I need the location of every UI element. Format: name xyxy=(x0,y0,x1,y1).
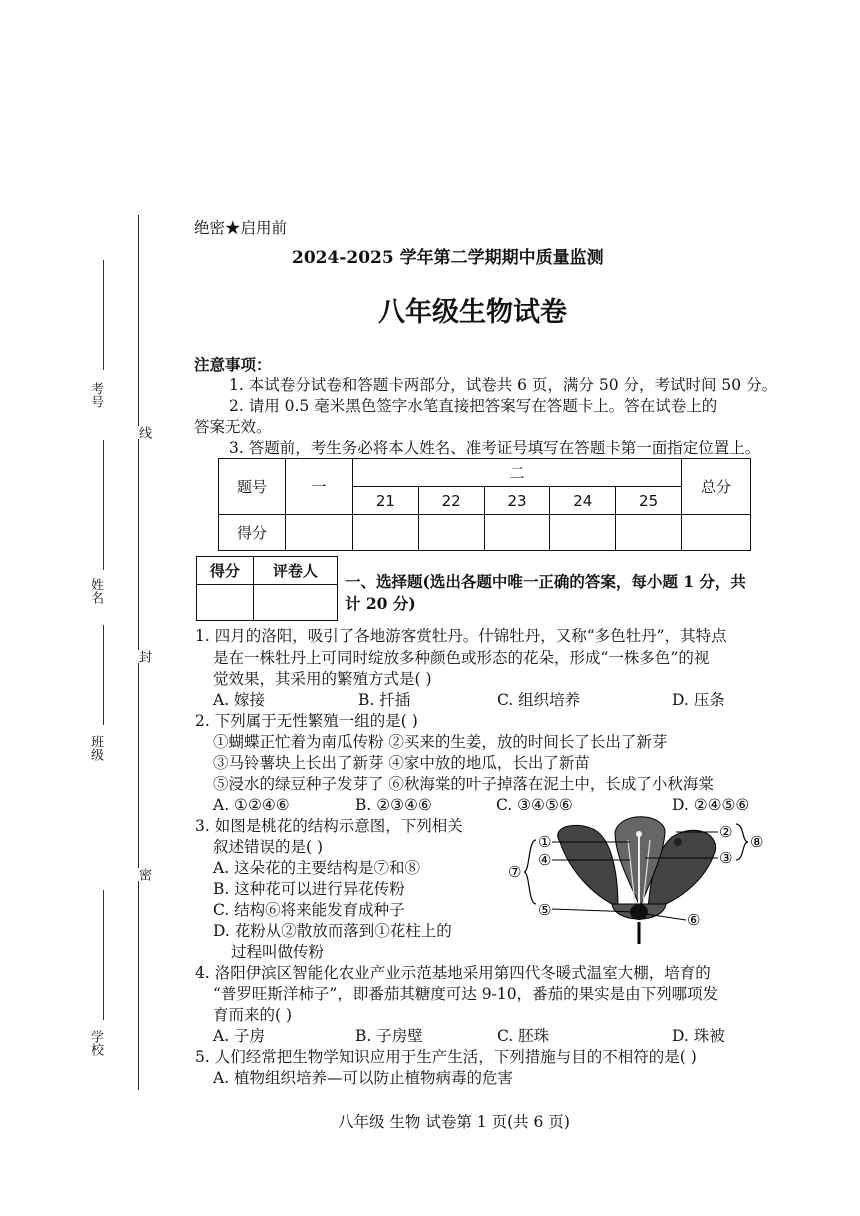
q1-line1: 1. 四月的洛阳，吸引了各地游客赏牡丹。什锦牡丹，又称“多色牡丹”，其特点 xyxy=(195,627,727,645)
q1-option-a: A. 嫁接 xyxy=(213,691,266,709)
banji-underline xyxy=(103,625,104,725)
q3-option-d-cont: 过程叫做传粉 xyxy=(231,943,325,961)
q4-line2: “普罗旺斯洋柿子”，即番茄其糖度可达 9-10，番茄的果实是由下列哪项发 xyxy=(213,985,719,1003)
kaohao-underline xyxy=(103,260,104,370)
q3-option-b: B. 这种花可以进行异花传粉 xyxy=(213,880,405,898)
q2-line4: ⑤浸水的绿豆种子发芽了 ⑥秋海棠的叶子掉落在泥土中，长成了小秋海棠 xyxy=(213,775,714,793)
kaohao-label: 考号 xyxy=(88,382,103,408)
section1-heading-cont: 计 20 分) xyxy=(345,594,416,613)
q1-option-b: B. 扦插 xyxy=(358,691,411,709)
q3-line2: 叙述错误的是( ) xyxy=(213,838,324,856)
grader-box xyxy=(196,556,338,621)
label-7: ⑦ xyxy=(508,863,522,881)
mi-mark: 密 xyxy=(136,868,151,881)
label-6: ⑥ xyxy=(687,911,701,929)
q4-option-c: C. 胚珠 xyxy=(497,1027,550,1045)
score-cell-21[interactable] xyxy=(353,515,419,551)
col-23: 23 xyxy=(484,487,550,515)
grader-defen-label: 得分 xyxy=(197,557,254,585)
q2-line3: ③马铃薯块上长出了新芽 ④家中放的地瓜，长出了新苗 xyxy=(213,754,590,772)
q5-option-a: A. 植物组织培养—可以防止植物病毒的危害 xyxy=(213,1069,514,1087)
score-table xyxy=(218,458,751,551)
xingming-underline xyxy=(103,440,104,570)
score-cell-25[interactable] xyxy=(616,515,682,551)
label-1: ① xyxy=(538,833,552,851)
col-24: 24 xyxy=(550,487,616,515)
q1-option-c: C. 组织培养 xyxy=(497,691,581,709)
grader-score-cell[interactable] xyxy=(197,585,254,621)
banji-label: 班级 xyxy=(88,735,103,761)
q3-option-d: D. 花粉从②散放而落到①花柱上的 xyxy=(213,922,452,940)
label-8: ⑧ xyxy=(750,833,764,851)
defen-row-label: 得分 xyxy=(219,515,286,551)
notes-heading: 注意事项： xyxy=(194,355,272,374)
q4-option-d: D. 珠被 xyxy=(672,1027,725,1045)
xingming-label: 姓名 xyxy=(88,578,103,604)
q1-line2: 是在一株牡丹上可同时绽放多种颜色或形态的花朵，形成“一株多色”的视 xyxy=(213,649,710,667)
score-cell-22[interactable] xyxy=(418,515,484,551)
xian-mark: 线 xyxy=(136,426,151,439)
q3-line1: 3. 如图是桃花的结构示意图，下列相关 xyxy=(195,817,463,835)
q4-line1: 4. 洛阳伊滨区智能化农业产业示范基地采用第四代冬暖式温室大棚，培育的 xyxy=(195,964,711,982)
section1-heading: 一、选择题(选出各题中唯一正确的答案，每小题 1 分，共 xyxy=(345,572,746,591)
q2-option-c: C. ③④⑤⑥ xyxy=(496,796,573,814)
score-cell-23[interactable] xyxy=(484,515,550,551)
exam-title: 八年级生物试卷 xyxy=(378,297,567,328)
q1-line3: 觉效果，其采用的繁殖方式是( ) xyxy=(213,670,432,688)
col-21: 21 xyxy=(353,487,419,515)
q4-option-b: B. 子房壁 xyxy=(355,1027,423,1045)
q2-option-a: A. ①②④⑥ xyxy=(213,796,290,814)
feng-mark: 封 xyxy=(136,650,151,663)
score-cell-yi[interactable] xyxy=(286,515,353,551)
xuexiao-underline xyxy=(103,890,104,1020)
note-1: 1. 本试卷分试卷和答题卡两部分，试卷共 6 页，满分 50 分，考试时间 50 分。 xyxy=(229,376,778,394)
tihao-cell: 题号 xyxy=(219,459,286,515)
note-2a: 2. 请用 0.5 毫米黑色签字水笔直接把答案写在答题卡上。答在试卷上的 xyxy=(229,397,718,415)
q4-option-a: A. 子房 xyxy=(213,1027,266,1045)
peach-flower-diagram xyxy=(500,812,780,950)
q5-line1: 5. 人们经常把生物学知识应用于生产生活，下列措施与目的不相符的是( ) xyxy=(195,1048,697,1066)
confidential-label: 绝密★启用前 xyxy=(194,219,288,237)
q2-line1: 2. 下列属于无性繁殖一组的是( ) xyxy=(195,712,418,730)
q1-option-d: D. 压条 xyxy=(672,691,725,709)
section-yi-cell: 一 xyxy=(286,459,353,515)
label-4: ④ xyxy=(538,851,552,869)
score-cell-total[interactable] xyxy=(682,515,751,551)
q2-line2: ①蝴蝶正忙着为南瓜传粉 ②买来的生姜，放的时间长了长出了新芽 xyxy=(213,733,668,751)
col-25: 25 xyxy=(616,487,682,515)
note-2b: 答案无效。 xyxy=(194,418,272,436)
exam-subtitle: 2024-2025 学年第二学期期中质量监测 xyxy=(292,248,604,268)
flower-petal-left xyxy=(558,825,618,907)
q2-option-d: D. ②④⑤⑥ xyxy=(672,796,750,814)
total-header-cell: 总分 xyxy=(682,459,751,515)
label-2: ② xyxy=(719,823,733,841)
score-cell-24[interactable] xyxy=(550,515,616,551)
label-3: ③ xyxy=(719,849,733,867)
grader-name-cell[interactable] xyxy=(253,585,337,621)
q3-option-c: C. 结构⑥将来能发育成种子 xyxy=(213,901,405,919)
q4-line3: 育而来的( ) xyxy=(213,1006,293,1024)
xuexiao-label: 学校 xyxy=(88,1030,103,1056)
q3-option-a: A. 这朵花的主要结构是⑦和⑧ xyxy=(213,859,421,877)
page-footer: 八年级 生物 试卷第 1 页(共 6 页) xyxy=(338,1113,570,1131)
note-3: 3. 答题前，考生务必将本人姓名、准考证号填写在答题卡第一面指定位置上。 xyxy=(229,439,761,457)
col-22: 22 xyxy=(418,487,484,515)
q2-option-b: B. ②③④⑥ xyxy=(355,796,432,814)
section-er-cell: 二 xyxy=(353,459,682,487)
grader-name-label: 评卷人 xyxy=(253,557,337,585)
label-5: ⑤ xyxy=(538,901,552,919)
